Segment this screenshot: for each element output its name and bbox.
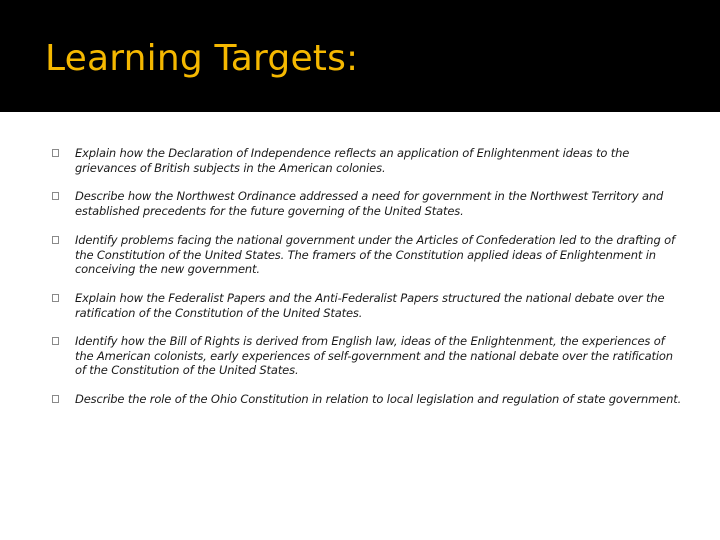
square-bullet-icon [52, 395, 59, 403]
bullet-text: Identify problems facing the national government under the Articles of Confederation led to the drafting of the Constitution of the United States. The framers of the Constitution applied ideas of Enlightenment in conceiving the new government. [75, 233, 675, 276]
square-bullet-icon [52, 337, 59, 345]
bullet-text: Describe how the Northwest Ordinance addressed a need for government in the Northwest Territory and established precedents for the future governing of the United States. [75, 189, 664, 218]
bullet-text: Explain how the Declaration of Independence reflects an application of Enlightenment ideas to the grievances of British subjects in the American colonies. [75, 146, 630, 175]
square-bullet-icon [52, 236, 59, 244]
bullet-text: Describe the role of the Ohio Constitution in relation to local legislation and regulation of state government. [75, 392, 682, 406]
slide-title: Learning Targets: [45, 38, 359, 79]
bullet-text: Identify how the Bill of Rights is derived from English law, ideas of the Enlightenment, the experiences of the American colonists, early experiences of self-government and the national debate over the ratification of the Constitution of the United States. [75, 334, 673, 377]
square-bullet-icon [52, 294, 59, 302]
square-bullet-icon [52, 192, 59, 200]
square-bullet-icon [52, 149, 59, 157]
bullet-text: Explain how the Federalist Papers and the Anti-Federalist Papers structured the national debate over the ratification of the Constitution of the United States. [75, 291, 665, 320]
